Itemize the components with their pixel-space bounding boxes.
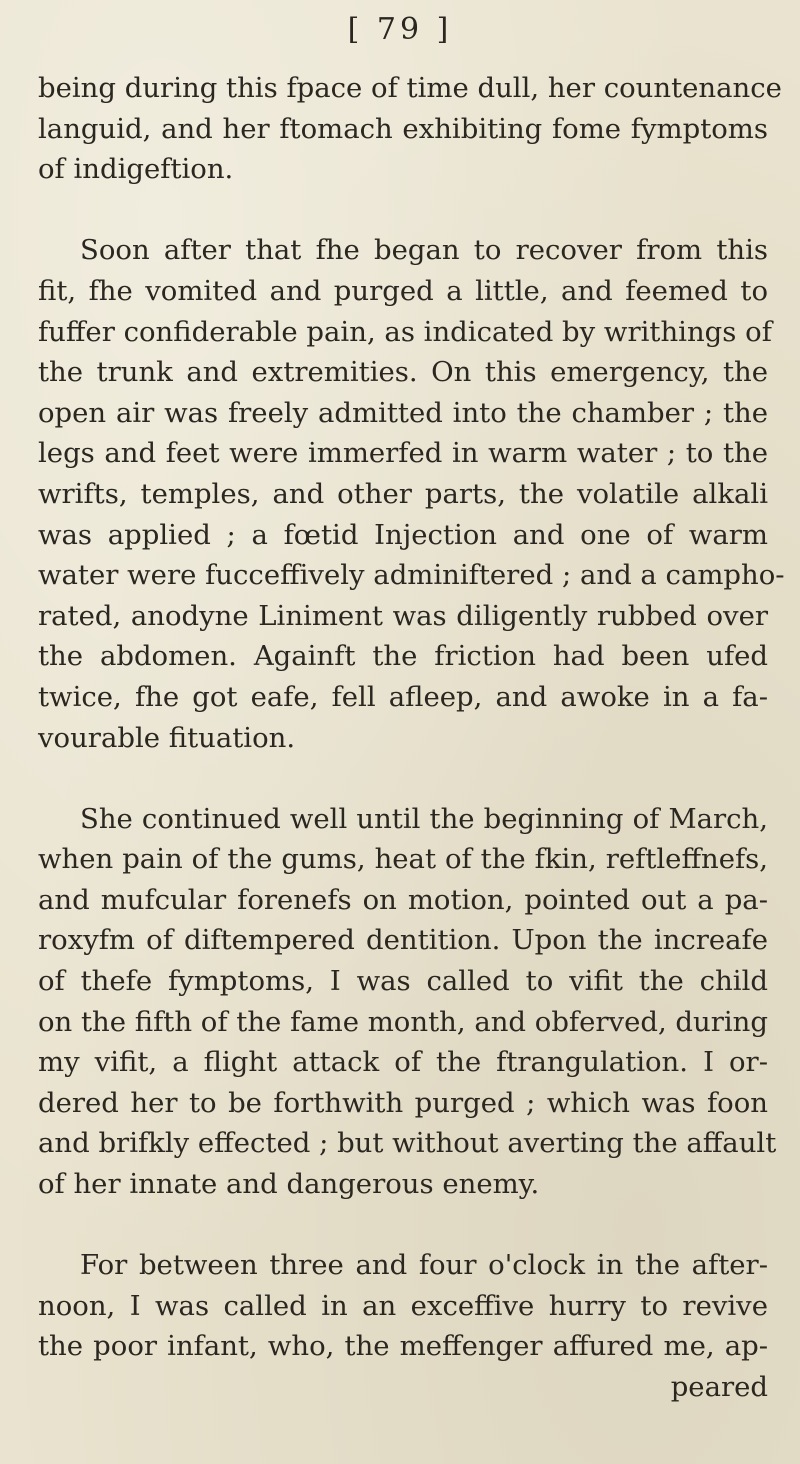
text-line: Soon after that fhe began to recover from this [80,234,768,267]
text-line: twice, fhe got eafe, fell afleep, and awoke in a fa- [38,680,768,713]
text-line: water were fucceffively adminiftered ; and a campho- [38,559,785,592]
text-line: open air was freely admitted into the chamber ; the [38,396,768,429]
paragraph-gap [38,190,768,231]
text-line: on the fifth of the fame month, and obferved, during [38,1005,768,1038]
text-line: legs and feet were immerfed in warm water ; to the [38,437,768,470]
text-line: vourable fituation. [38,721,296,754]
text-line: of her innate and dangerous enemy. [38,1168,540,1201]
text-line: fuffer confiderable pain, as indicated by writhings of [38,315,772,348]
text-line: was applied ; a fœtid Injection and one of warm [38,518,768,551]
text-line: fit, fhe vomited and purged a little, and feemed to [38,274,768,307]
text-line: of indigeftion. [38,153,234,186]
text-line: wrifts, temples, and other parts, the volatile alkali [38,477,768,510]
text-line: dered her to be forthwith purged ; which was foon [38,1086,768,1119]
paragraph-gap [38,1205,768,1246]
page-number: [ 79 ] [347,12,453,47]
text-line: She continued well until the beginning of March, [80,802,768,835]
text-line: noon, I was called in an exceffive hurry to revive [38,1289,768,1322]
text-line: when pain of the gums, heat of the fkin, reftleffnefs, [38,843,768,876]
text-line: the poor infant, who, the meffenger affured me, ap- [38,1330,768,1363]
catchword: peared [670,1371,768,1403]
body-text [38,68,785,1408]
text-line: my vifit, a flight attack of the ftrangulation. I or- [38,1046,768,1079]
text-line: of thefe fymptoms, I was called to vifit the child [38,965,768,998]
text-line: being during this fpace of time dull, her countenance [38,72,782,104]
paragraph-gap [38,758,768,799]
text-line: the trunk and extremities. On this emergency, the [38,356,768,389]
text-line: and brifkly effected ; but without averting the affault [38,1127,777,1160]
text-line: roxyfm of diftempered dentition. Upon the increafe [38,924,768,957]
text-line: rated, anodyne Liniment was diligently rubbed over [38,599,768,632]
text-line: languid, and her ftomach exhibiting fome fymptoms [38,112,768,145]
text-line: For between three and four o'clock in the after- [80,1249,768,1282]
text-line: the abdomen. Againft the friction had been ufed [38,640,768,673]
text-line: and mufcular forenefs on motion, pointed out a pa- [38,883,768,916]
